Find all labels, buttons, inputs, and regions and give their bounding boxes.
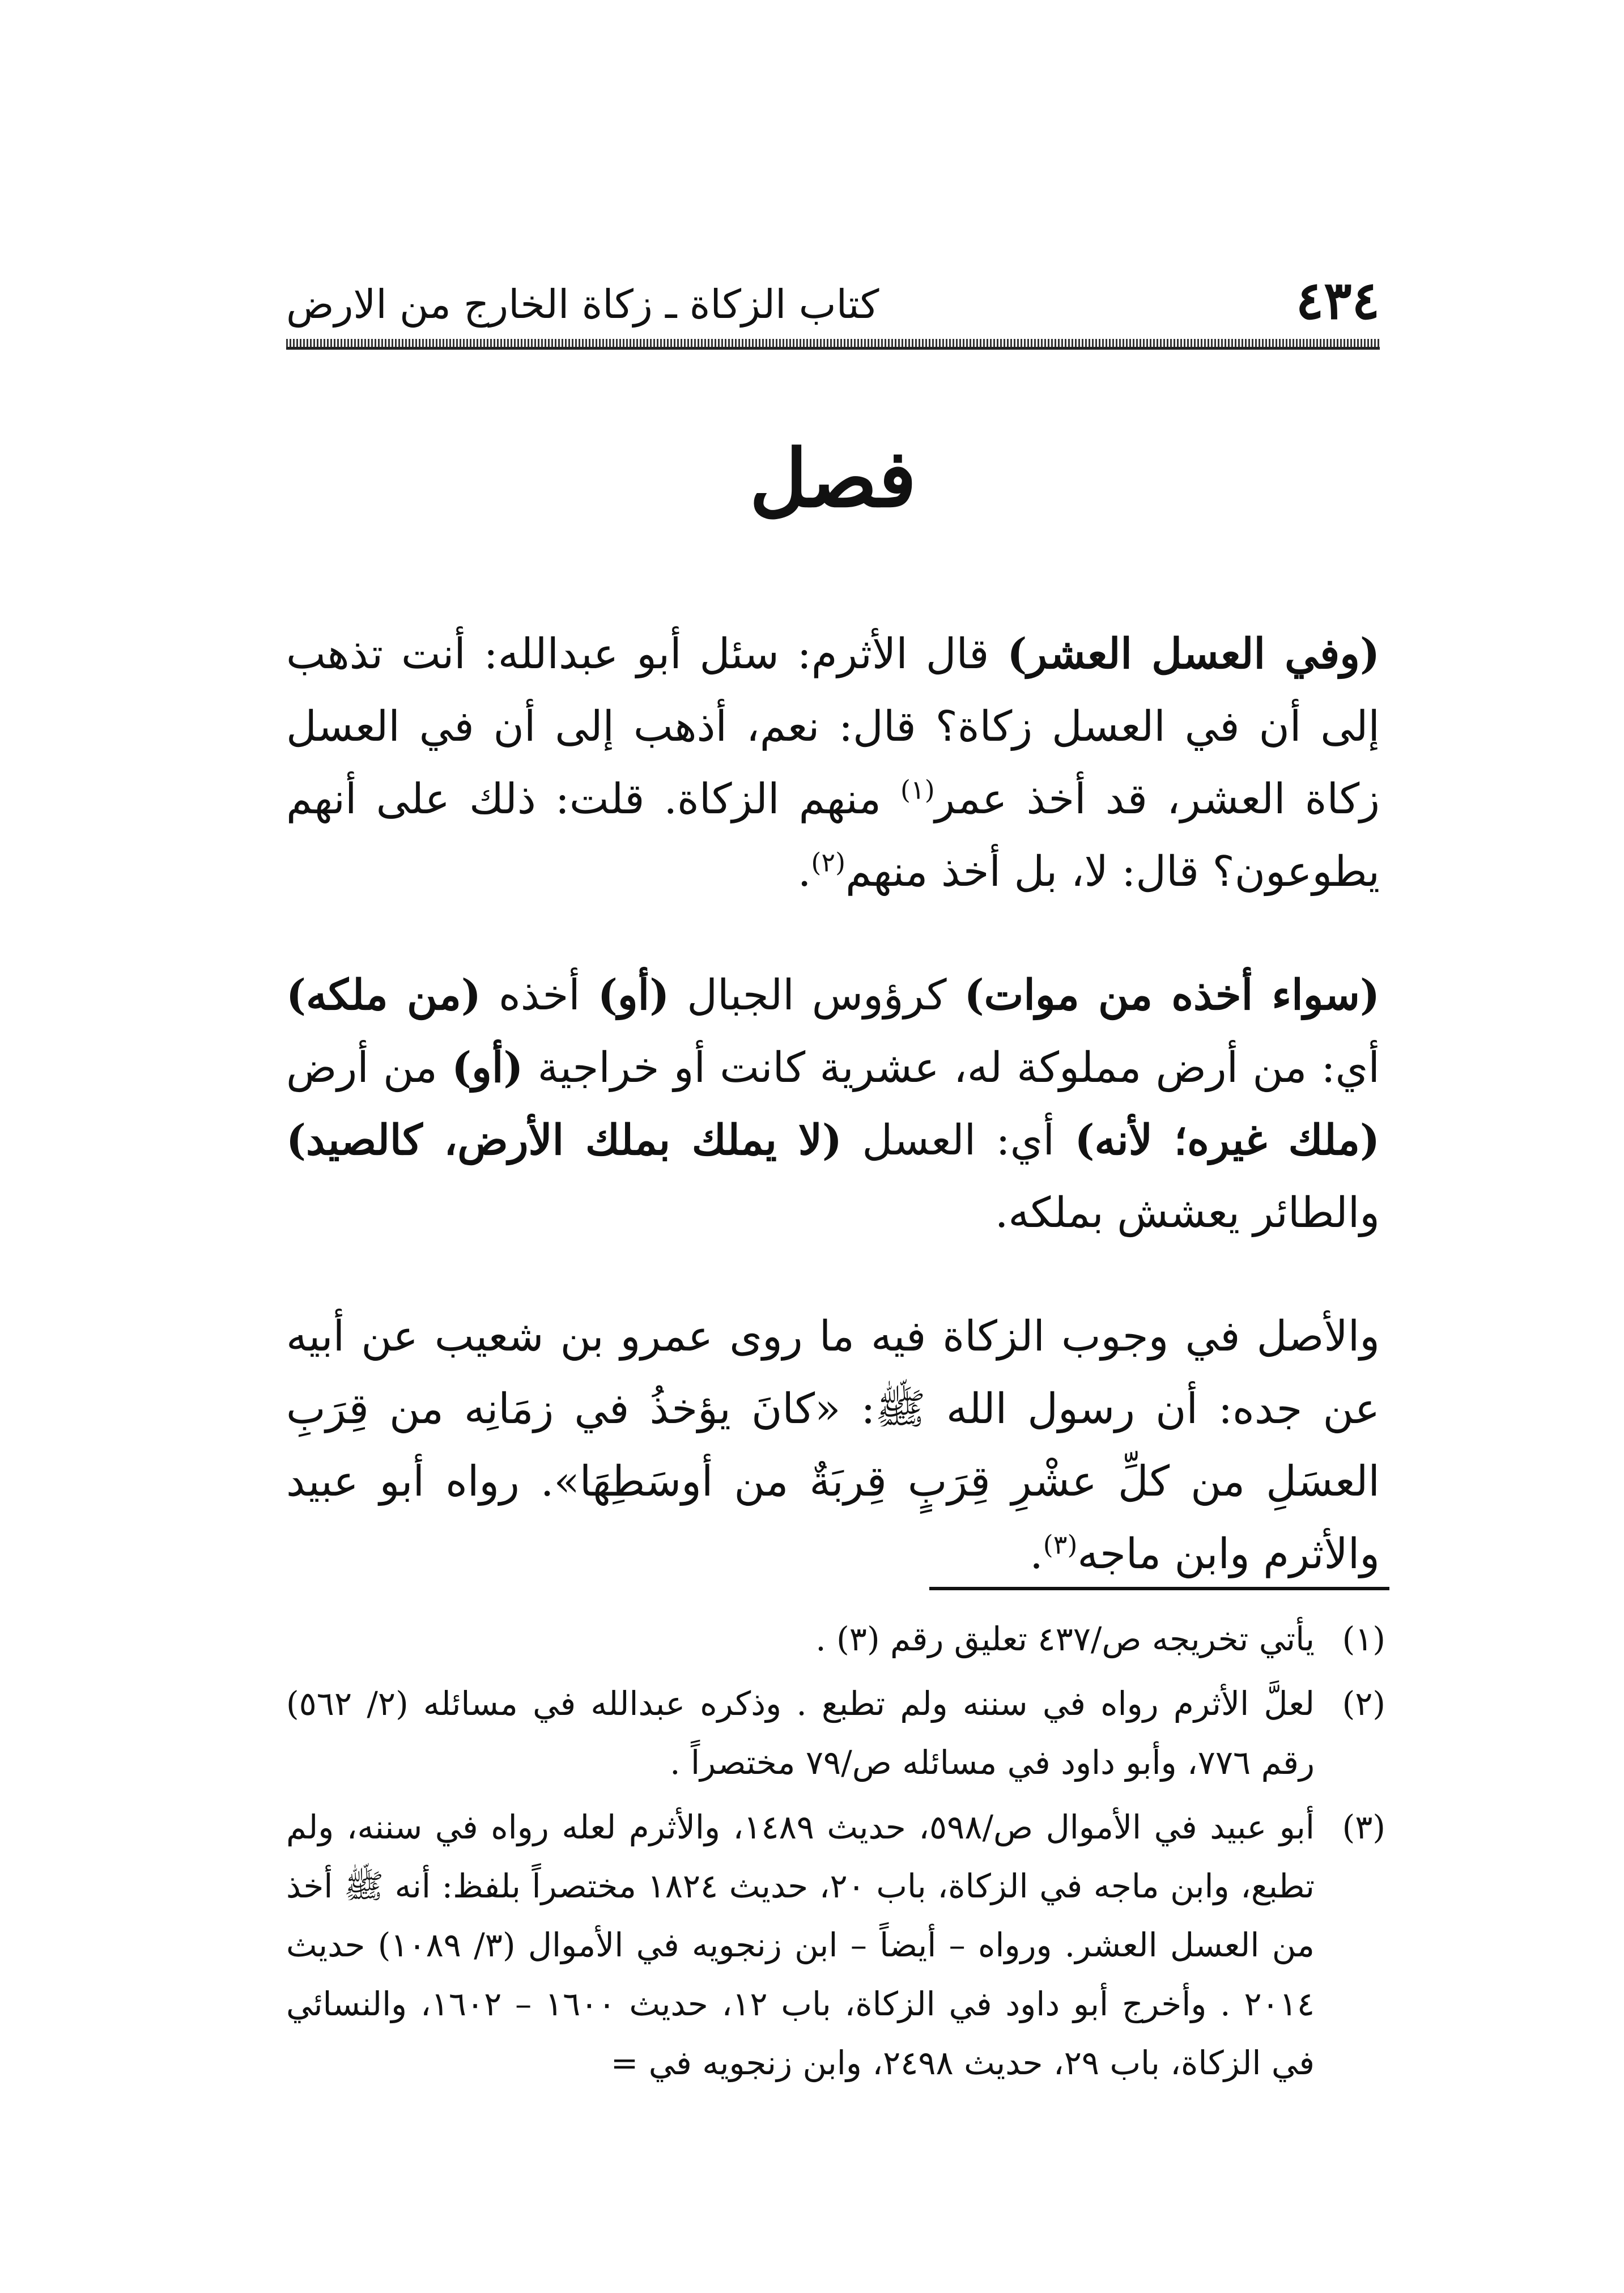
footnotes [286, 1610, 1385, 2098]
paragraph-text: منهم الزكاة. قلت: ذلك على أنهم يطوعون؟ قال: لا، بل أخذ منهم [286, 775, 1380, 896]
bold-phrase: (أو) [597, 971, 670, 1020]
footnote-number: (٢) [1342, 1684, 1385, 1723]
paragraph-text: أي: العسل [841, 1116, 1075, 1165]
bold-phrase: (أو) [452, 1043, 524, 1092]
footnote-text: لعلَّ الأثرم رواه في سننه ولم تطبع . وذكره عبدالله في مسائله (٢/ ٥٦٢) رقم ٧٧٦، وأبو داود في مسائله ص/٧٩ مختصراً . [286, 1684, 1315, 1782]
header-rule [286, 339, 1380, 350]
footnote-ref: (٢) [811, 847, 846, 878]
paragraph-ownership [286, 959, 1380, 1249]
page-number: ٤٣٤ [1295, 270, 1380, 331]
paragraph-text: أي: من أرض مملوكة له، عشرية كانت أو خراجية [523, 1043, 1380, 1092]
footnote-1 [286, 1610, 1385, 1668]
bold-phrase: (وفي العسل العشر) [1007, 630, 1380, 678]
footnote-ref: (٣) [1043, 1529, 1078, 1560]
footnote-text: يأتي تخريجه ص/٤٣٧ تعليق رقم (٣) . [815, 1620, 1315, 1658]
paragraph-text: والطائر يعشش بملكه. [994, 1188, 1380, 1237]
footnote-text: أبو عبيد في الأموال ص/٥٩٨، حديث ١٤٨٩، والأثرم لعله رواه في سننه، ولم تطبع، وابن ماجه في الزكاة، باب ٢٠، حديث ١٨٢٤ مختصراً بلفظ: أنه ﷺ أخذ من العسل العشر. ورواه – أيضاً – ابن زنجويه في الأموال (٣/ ١٠٨٩) حديث ٢٠١٤ . وأخرج أبو داود في الزكاة، باب ١٢، حديث ١٦٠٠ – ١٦٠٢، والنسائي في الزكاة، باب ٢٩، حديث ٢٤٩٨، وابن زنجويه في = [286, 1808, 1315, 2082]
paragraph-text: من أرض [286, 1043, 452, 1092]
footnote-number: (١) [1342, 1620, 1385, 1658]
footnote-rule [929, 1587, 1389, 1590]
paragraph-text: كرؤوس الجبال [669, 971, 964, 1020]
paragraph-text: . [1030, 1530, 1043, 1578]
paragraph-text: قال الأثرم: سئل أبو عبدالله: أنت تذهب إلى أن في العسل زكاة؟ قال: نعم، أذهب إلى أن في العسل زكاة العشر، قد أخذ عمر [286, 630, 1380, 823]
paragraph-text: أخذه [481, 971, 598, 1020]
footnote-number: (٣) [1342, 1808, 1385, 1846]
bold-phrase: (ملك غيره؛ لأنه) [1074, 1116, 1380, 1165]
bold-phrase: (سواء أخذه من موات) [964, 971, 1380, 1020]
bold-phrase: (من ملكه) [286, 971, 481, 1020]
paragraph-honey-tithe [286, 618, 1380, 908]
footnote-3 [286, 1798, 1385, 2092]
paragraph-text: والأصل في وجوب الزكاة فيه ما روى عمرو بن شعيب عن أبيه عن جده: أن رسول الله ﷺ: «كانَ يؤخذُ في زمَانِه من قِرَبِ العسَلِ من كلِّ عشْرِ قِرَبٍ قِربَةٌ من أوسَطِهَا». رواه أبو عبيد والأثرم وابن ماجه [286, 1312, 1380, 1578]
paragraph-hadith [286, 1300, 1380, 1590]
paragraph-text: . [797, 847, 811, 896]
bold-phrase: (لا يملك بملك الأرض، كالصيد) [286, 1116, 842, 1165]
section-heading: فصل [749, 432, 917, 525]
running-title: كتاب الزكاة ـ زكاة الخارج من الارض [286, 281, 879, 328]
footnote-2 [286, 1674, 1385, 1792]
footnote-ref: (١) [900, 774, 935, 805]
body-text [286, 618, 1380, 1641]
